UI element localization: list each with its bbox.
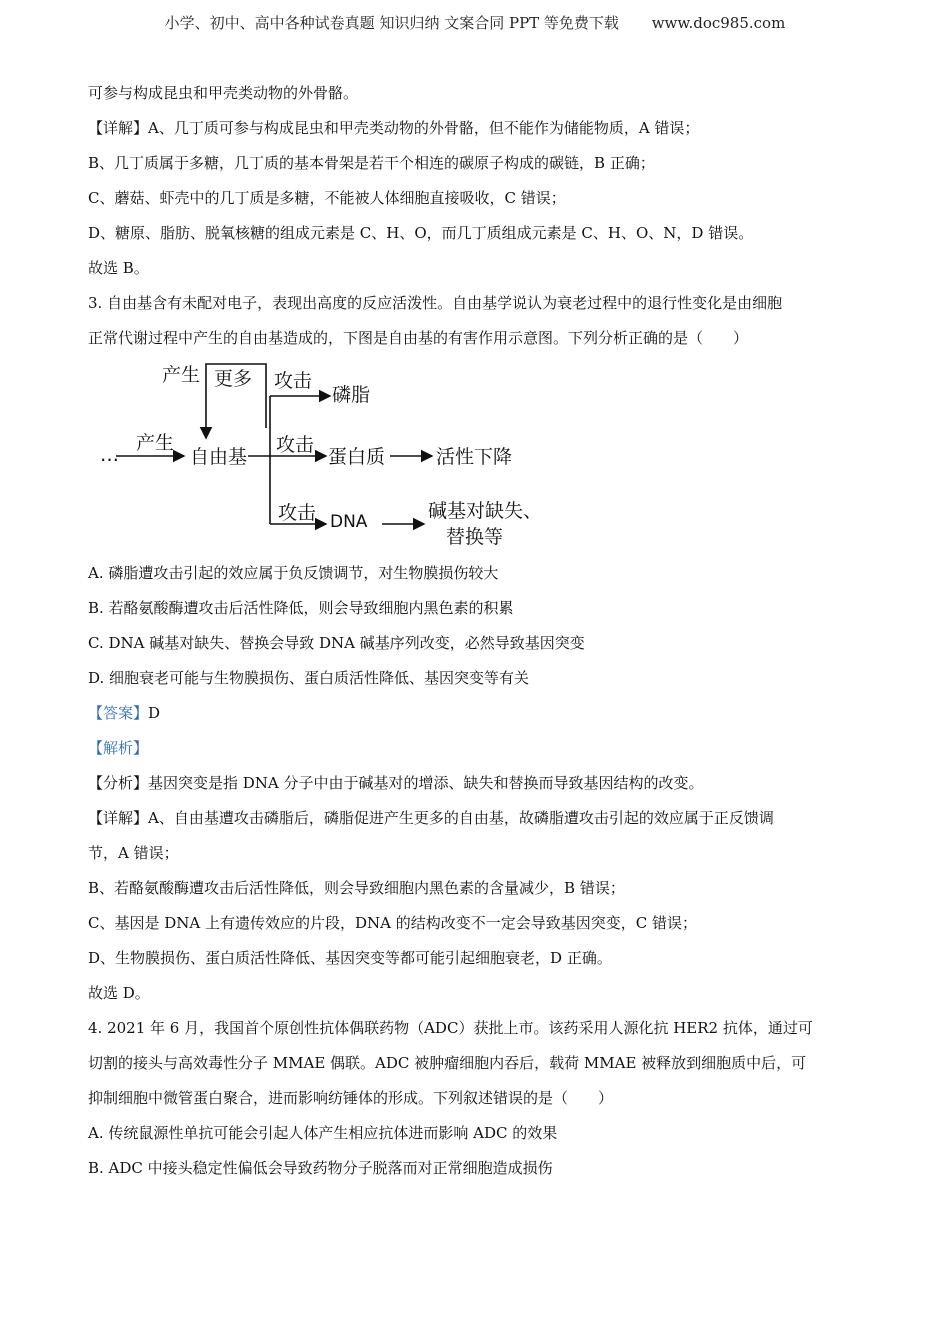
analysis-line: 【详解】A、自由基遭攻击磷脂后，磷脂促进产生更多的自由基，故磷脂遭攻击引起的效应属于正反馈调 (88, 809, 774, 827)
header-text: 小学、初中、高中各种试卷真题 知识归纳 文案合同 PPT 等免费下载 (164, 14, 619, 32)
free-radical-diagram (98, 360, 558, 556)
label-dots: … (100, 444, 119, 466)
question-4 (88, 1011, 868, 1186)
question-3 (88, 286, 868, 1011)
analysis-line: C、基因是 DNA 上有遗传效应的片段，DNA 的结构改变不一定会导致基因突变，C 错误； (88, 914, 697, 932)
question-stem-line: 3. 自由基含有未配对电子，表现出高度的反应活泼性。自由基学说认为衰老过程中的退行性变化是由细胞 (88, 294, 783, 312)
label-attack-2: 攻击 (276, 434, 315, 456)
question-stem-line: 抑制细胞中微管蛋白聚合，进而影响纺锤体的形成。下列叙述错误的是（ ） (88, 1089, 614, 1107)
text-line: B、几丁质属于多糖，几丁质的基本骨架是若干个相连的碳原子构成的碳链，B 正确； (88, 154, 655, 172)
option-b: B. ADC 中接头稳定性偏低会导致药物分子脱落而对正常细胞造成损伤 (88, 1159, 553, 1177)
option-d: D. 细胞衰老可能与生物膜损伤、蛋白质活性降低、基因突变等有关 (88, 669, 530, 687)
label-phospholipid: 磷脂 (332, 384, 371, 406)
question-stem-line: 正常代谢过程中产生的自由基造成的，下图是自由基的有害作用示意图。下列分析正确的是（ ） (88, 329, 749, 347)
label-produce-left: 产生 (136, 432, 175, 454)
analysis-line: 【分析】基因突变是指 DNA 分子中由于碱基对的增添、缺失和替换而导致基因结构的改变。 (88, 774, 704, 792)
analysis-line: 节，A 错误； (88, 844, 179, 862)
analysis-label: 【解析】 (88, 739, 149, 757)
label-free-radical: 自由基 (190, 446, 248, 468)
analysis-line: 故选 D。 (88, 984, 150, 1002)
document-body (88, 76, 868, 1186)
analysis-line: D、生物膜损伤、蛋白质活性降低、基因突变等都可能引起细胞衰老，D 正确。 (88, 949, 612, 967)
text-line: 【详解】A、几丁质可参与构成昆虫和甲壳类动物的外骨骼，但不能作为储能物质，A 错误； (88, 119, 700, 137)
header-site: www.doc985.com (651, 14, 786, 32)
text-line: 可参与构成昆虫和甲壳类动物的外骨骼。 (88, 84, 359, 102)
option-a: A. 传统鼠源性单抗可能会引起人体产生相应抗体进而影响 ADC 的效果 (88, 1124, 558, 1142)
label-protein: 蛋白质 (328, 446, 386, 468)
text-line: C、蘑菇、虾壳中的几丁质是多糖，不能被人体细胞直接吸收，C 错误； (88, 189, 566, 207)
label-produce-top: 产生 (162, 364, 201, 386)
option-b: B. 若酪氨酸酶遭攻击后活性降低，则会导致细胞内黑色素的积累 (88, 599, 514, 617)
question-stem-line: 4. 2021 年 6 月，我国首个原创性抗体偶联药物（ADC）获批上市。该药采用人源化抗 HER2 抗体，通过可 (88, 1019, 813, 1037)
analysis-line: B、若酪氨酸酶遭攻击后活性降低，则会导致细胞内黑色素的含量减少，B 错误； (88, 879, 625, 897)
label-activity-down: 活性下降 (436, 446, 513, 468)
label-attack-1: 攻击 (274, 370, 313, 392)
q2-tail (88, 76, 868, 286)
text-line: 故选 B。 (88, 259, 149, 277)
label-base-loss-2: 替换等 (446, 526, 504, 548)
answer-label: 【答案】 (88, 704, 149, 722)
answer-value: D (148, 704, 161, 722)
question-stem-line: 切割的接头与高效毒性分子 MMAE 偶联。ADC 被肿瘤细胞内吞后，载荷 MMAE 被释放到细胞质中后，可 (88, 1054, 807, 1072)
label-base-loss-1: 碱基对缺失、 (428, 500, 543, 522)
label-more: 更多 (214, 368, 253, 390)
option-a: A. 磷脂遭攻击引起的效应属于负反馈调节，对生物膜损伤较大 (88, 564, 499, 582)
text-line: D、糖原、脂肪、脱氧核糖的组成元素是 C、H、O，而几丁质组成元素是 C、H、O、N，D 错误。 (88, 224, 754, 242)
option-c: C. DNA 碱基对缺失、替换会导致 DNA 碱基序列改变，必然导致基因突变 (88, 634, 585, 652)
answer-line (88, 696, 868, 731)
page-header (0, 12, 950, 33)
label-attack-3: 攻击 (278, 502, 317, 524)
label-dna: DNA (330, 512, 368, 532)
